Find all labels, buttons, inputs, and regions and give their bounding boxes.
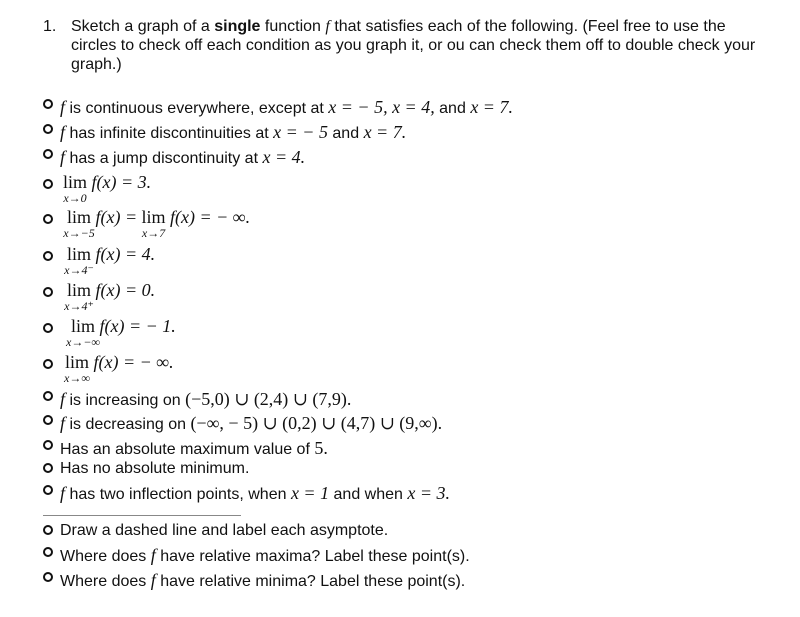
- limit-operator: lim x→4⁻: [64, 244, 94, 277]
- checkbox-circle-icon[interactable]: [43, 287, 53, 297]
- checkbox-circle-icon[interactable]: [43, 547, 53, 557]
- checkbox-circle-icon[interactable]: [43, 391, 53, 401]
- checkbox-circle-icon[interactable]: [43, 149, 53, 159]
- checkbox-circle-icon[interactable]: [43, 440, 53, 450]
- checkbox-circle-icon[interactable]: [43, 214, 53, 224]
- checkbox-circle-icon[interactable]: [43, 525, 53, 535]
- checkbox-circle-icon[interactable]: [43, 179, 53, 189]
- checkbox-circle-icon[interactable]: [43, 463, 53, 473]
- checkbox-circle-icon[interactable]: [43, 415, 53, 425]
- checkbox-circle-icon[interactable]: [43, 124, 53, 134]
- checkbox-circle-icon[interactable]: [43, 572, 53, 582]
- checkbox-circle-icon[interactable]: [43, 251, 53, 261]
- checkbox-circle-icon[interactable]: [43, 359, 53, 369]
- limit-operator: lim x→0: [63, 172, 88, 205]
- emphasis-single: single: [214, 18, 261, 35]
- separator-line: [43, 515, 241, 516]
- limit-operator: lim x→∞: [64, 352, 90, 385]
- limit-operator: lim x→−5: [63, 207, 95, 240]
- checkbox-circle-icon[interactable]: [43, 485, 53, 495]
- question-text: Sketch a graph of a single function f that satisfies each of the following. (Feel free to use the circles to check off each condition as you graph it, or ou can check them off to double check your graph.): [71, 18, 756, 73]
- checkbox-circle-icon[interactable]: [43, 323, 53, 333]
- limit-operator: lim x→7: [141, 207, 166, 240]
- limit-operator: lim x→−∞: [66, 316, 100, 349]
- question-number: 1.: [43, 18, 57, 35]
- checkbox-circle-icon[interactable]: [43, 99, 53, 109]
- limit-operator: lim x→4⁺: [64, 280, 94, 313]
